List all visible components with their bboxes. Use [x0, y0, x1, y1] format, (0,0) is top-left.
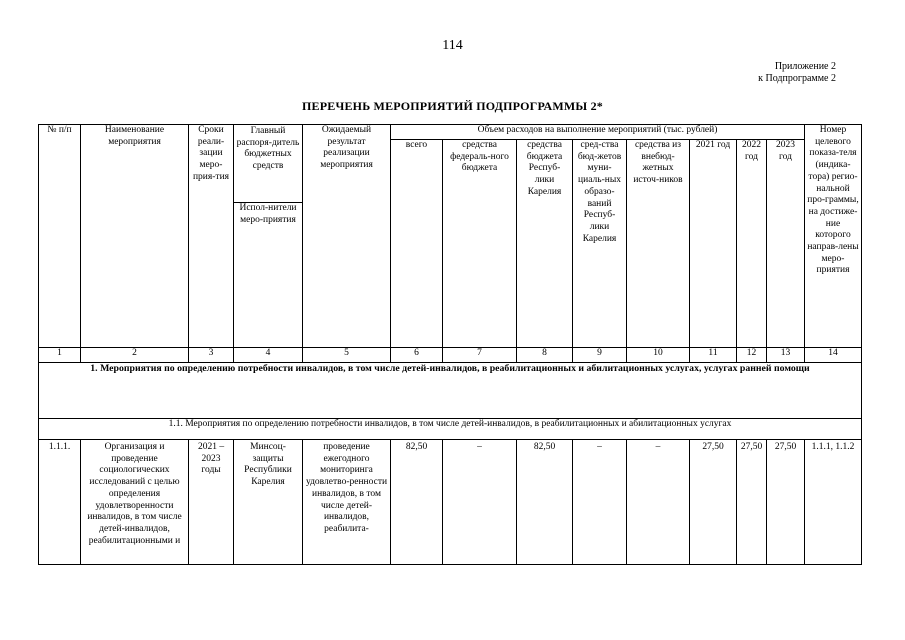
row-result: проведение ежегодного мониторинга удовлетво-ренности инвалидов, в том числе детей-инвалидов, реабилита-: [303, 440, 391, 565]
column-number: 12: [737, 348, 767, 363]
header-name: Наименование мероприятия: [81, 125, 189, 348]
column-number: 2: [81, 348, 189, 363]
header-indicator: Номер целевого показа-теля (индика-тора) регио-нальной про-граммы, на достиже-ние которого направ-лены меро-приятия: [805, 125, 862, 348]
section-1-heading: 1. Мероприятия по определению потребности инвалидов, в том числе детей-инвалидов, в реабилитационных и абилитационных услугах, услугах ранней помощи: [39, 363, 862, 419]
header-num: № п/п: [39, 125, 81, 348]
section-1-row: [39, 363, 862, 419]
header-total: всего: [391, 140, 443, 348]
row-indicator: 1.1.1, 1.1.2: [805, 440, 862, 565]
header-2022: 2022 год: [737, 140, 767, 348]
row-num: 1.1.1.: [39, 440, 81, 565]
header-manager: Главный распоря-дитель бюджетных средств: [236, 126, 300, 172]
column-number: 1: [39, 348, 81, 363]
row-municipal: –: [573, 440, 627, 565]
row-2022: 27,50: [737, 440, 767, 565]
section-1-1-row: [39, 419, 862, 440]
header-municipal: сред-ства бюд-жетов муни-циаль-ных образо-ваний Респуб-лики Карелия: [573, 140, 627, 348]
row-term: 2021 – 2023 годы: [189, 440, 234, 565]
row-name: Организация и проведение социологических исследований с целью определения удовлетворенности инвалидов, в том числе детей-инвалидов, реабилитационными и: [81, 440, 189, 565]
column-number: 5: [303, 348, 391, 363]
document-title: ПЕРЕЧЕНЬ МЕРОПРИЯТИЙ ПОДПРОГРАММЫ 2*: [302, 99, 603, 113]
row-federal: –: [443, 440, 517, 565]
appendix-note: [758, 61, 836, 85]
header-executor: Испол-нители меро-приятия: [234, 202, 302, 226]
measures-table: [38, 124, 862, 565]
header-2021: 2021 год: [690, 140, 737, 348]
page-number: 114: [442, 38, 463, 53]
column-number: 7: [443, 348, 517, 363]
row-2021: 27,50: [690, 440, 737, 565]
header-republic: средства бюджета Респуб-лики Карелия: [517, 140, 573, 348]
header-term: Сроки реали-зации меро-прия-тия: [189, 125, 234, 348]
column-number: 6: [391, 348, 443, 363]
row-manager: Минсоц-защиты Республики Карелия: [234, 440, 303, 565]
row-republic: 82,50: [517, 440, 573, 565]
column-number: 13: [767, 348, 805, 363]
column-number: 10: [627, 348, 690, 363]
appendix-line-2: к Подпрограмме 2: [758, 73, 836, 84]
row-extrabudget: –: [627, 440, 690, 565]
column-number-row: [39, 348, 862, 363]
column-number: 11: [690, 348, 737, 363]
header-2023: 2023 год: [767, 140, 805, 348]
column-number: 4: [234, 348, 303, 363]
row-2023: 27,50: [767, 440, 805, 565]
row-total: 82,50: [391, 440, 443, 565]
header-row-1: [39, 125, 862, 140]
table-row: [39, 440, 862, 565]
header-result: Ожидаемый результат реализации мероприятия: [303, 125, 391, 348]
header-federal: средства федераль-ного бюджета: [443, 140, 517, 348]
column-number: 8: [517, 348, 573, 363]
header-manager-executor: [234, 125, 303, 348]
header-expenses-group: Объем расходов на выполнение мероприятий (тыс. рублей): [391, 125, 805, 140]
column-number: 14: [805, 348, 862, 363]
column-number: 3: [189, 348, 234, 363]
section-1-1-heading: 1.1. Мероприятия по определению потребности инвалидов, в том числе детей-инвалидов, в реабилитационных и абилитационных услугах: [39, 419, 862, 440]
header-extrabudget: средства из внебюд-жетных источ-ников: [627, 140, 690, 348]
appendix-line-1: Приложение 2: [774, 61, 836, 72]
column-number: 9: [573, 348, 627, 363]
